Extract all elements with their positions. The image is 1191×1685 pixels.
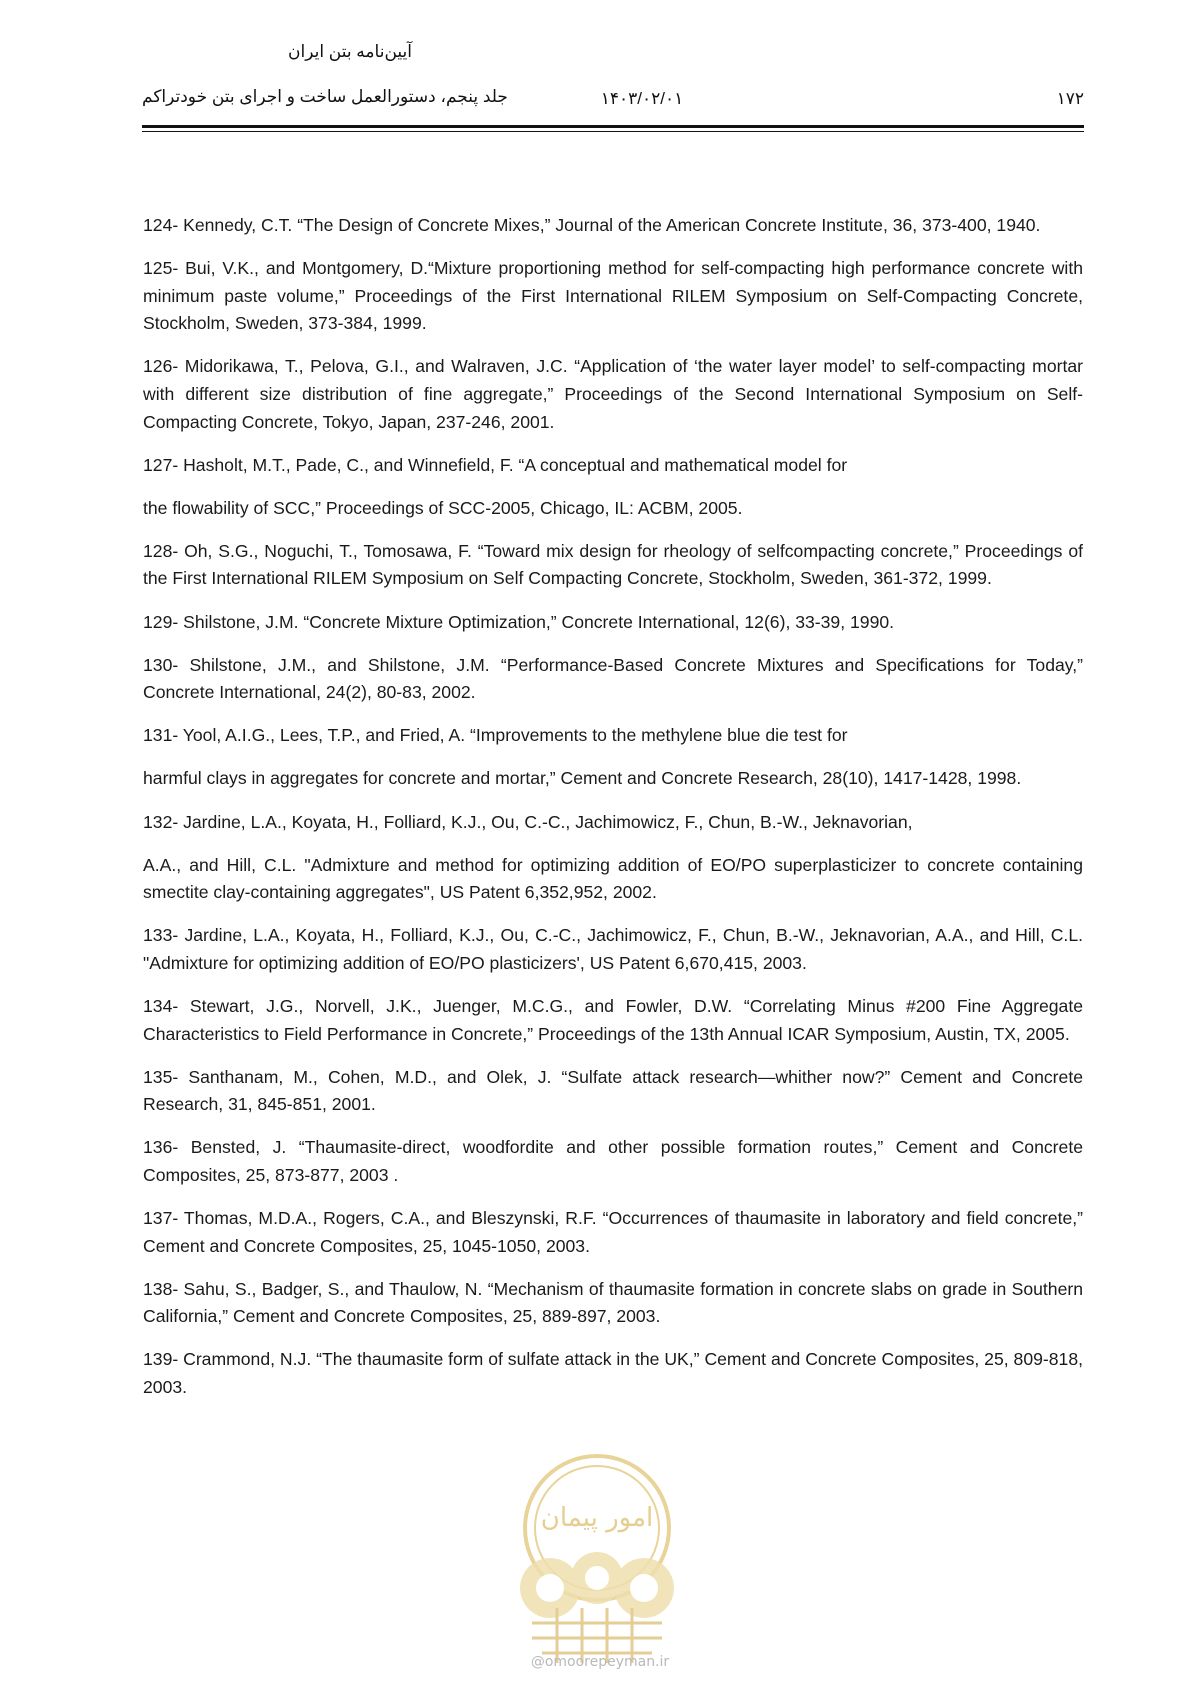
reference-item: A.A., and Hill, C.L. "Admixture and method for optimizing addition of EO/PO superplasticizer to concrete containing smectite clay-containing aggregates", US Patent 6,352,952, 2002.: [143, 854, 1083, 903]
reference-item: 138- Sahu, S., Badger, S., and Thaulow, N. “Mechanism of thaumasite formation in concrete slabs on grade in Southern California,” Cement and Concrete Composites, 25, 889-897, 2003.: [143, 1278, 1083, 1327]
reference-item: 136- Bensted, J. “Thaumasite-direct, woodfordite and other possible formation routes,” Cement and Concrete Composites, 25, 873-877, 2003 .: [143, 1137, 1083, 1185]
watermark-logo-icon: [502, 1448, 692, 1673]
watermark-caption: @omoorepeyman.ir: [530, 1654, 670, 1670]
header-rule: [142, 125, 1084, 132]
reference-item: 124- Kennedy, C.T. “The Design of Concrete Mixes,” Journal of the American Concrete Institute, 36, 373-400, 1940.: [143, 215, 1041, 235]
reference-item: 131- Yool, A.I.G., Lees, T.P., and Fried, A. “Improvements to the methylene blue die test for: [143, 725, 848, 746]
reference-item: 134- Stewart, J.G., Norvell, J.K., Juenger, M.C.G., and Fowler, D.W. “Correlating Minus #200 Fine Aggregate Characteristics to Field Performance in Concrete,” Proceedings of the 13th Annual ICAR Symposium, Austin, TX, 2005.: [143, 995, 1083, 1044]
header-subline: [142, 83, 1084, 113]
reference-item: 125- Bui, V.K., and Montgomery, D.“Mixture proportioning method for self-compacting high performance concrete with minimum paste volume,” Proceedings of the First International RILEM Symposium on Self-Compacting Concrete, Stockholm, Sweden, 373-384, 1999.: [143, 258, 1083, 334]
reference-item: 135- Santhanam, M., Cohen, M.D., and Olek, J. “Sulfate attack research—whither now?” Cement and Concrete Research, 31, 845-851, 2001.: [143, 1066, 1083, 1115]
reference-item: 129- Shilstone, J.M. “Concrete Mixture Optimization,” Concrete International, 12(6), 33-39, 1990.: [143, 611, 895, 632]
header-title: آیین‌نامه بتن ایران: [288, 42, 412, 61]
header-date: ۱۴۰۳/۰۲/۰۱: [600, 89, 684, 108]
header-subtitle: جلد پنجم، دستورالعمل ساخت و اجرای بتن خودتراکم: [142, 87, 508, 106]
reference-item: 139- Crammond, N.J. “The thaumasite form of sulfate attack in the UK,” Cement and Concrete Composites, 25, 809-818, 2003.: [143, 1349, 1083, 1397]
reference-item: 128- Oh, S.G., Noguchi, T., Tomosawa, F. “Toward mix design for rheology of selfcompacting concrete,” Proceedings of the First International RILEM Symposium on Self Compacting Concrete, Stockholm, Sweden, 361-372, 1999.: [143, 540, 1083, 589]
reference-item: 126- Midorikawa, T., Pelova, G.I., and Walraven, J.C. “Application of ‘the water layer model’ to self-compacting mortar with different size distribution of fine aggregate,” Proceedings of the Second International Symposium on Self-Compacting Concrete, Tokyo, Japan, 237-246, 2001.: [143, 356, 1083, 432]
reference-item: 137- Thomas, M.D.A., Rogers, C.A., and Bleszynski, R.F. “Occurrences of thaumasite in laboratory and field concrete,” Cement and Concrete Composites, 25, 1045-1050, 2003.: [143, 1208, 1083, 1256]
reference-item: 133- Jardine, L.A., Koyata, H., Folliard, K.J., Ou, C.-C., Jachimowicz, F., Chun, B.-W., Jeknavorian, A.A., and Hill, C.L. "Admixture for optimizing addition of EO/PO plasticizers', US Patent 6,670,415, 2003.: [143, 925, 1083, 973]
reference-item: the flowability of SCC,” Proceedings of SCC-2005, Chicago, IL: ACBM, 2005.: [143, 497, 743, 518]
reference-item: 127- Hasholt, M.T., Pade, C., and Winnefield, F. “A conceptual and mathematical model for: [143, 454, 848, 475]
watermark-logo-text: امور پیمان: [540, 1503, 654, 1533]
reference-item: 132- Jardine, L.A., Koyata, H., Folliard, K.J., Ou, C.-C., Jachimowicz, F., Chun, B.-W., Jeknavorian,: [143, 811, 913, 832]
page-number: ۱۷۲: [1056, 89, 1084, 108]
reference-item: 130- Shilstone, J.M., and Shilstone, J.M. “Performance-Based Concrete Mixtures and Specifications for Today,” Concrete International, 24(2), 80-83, 2002.: [143, 654, 1083, 703]
reference-list: [143, 212, 1083, 1417]
reference-item: harmful clays in aggregates for concrete and mortar,” Cement and Concrete Research, 28(10), 1417-1428, 1998.: [143, 768, 1022, 789]
